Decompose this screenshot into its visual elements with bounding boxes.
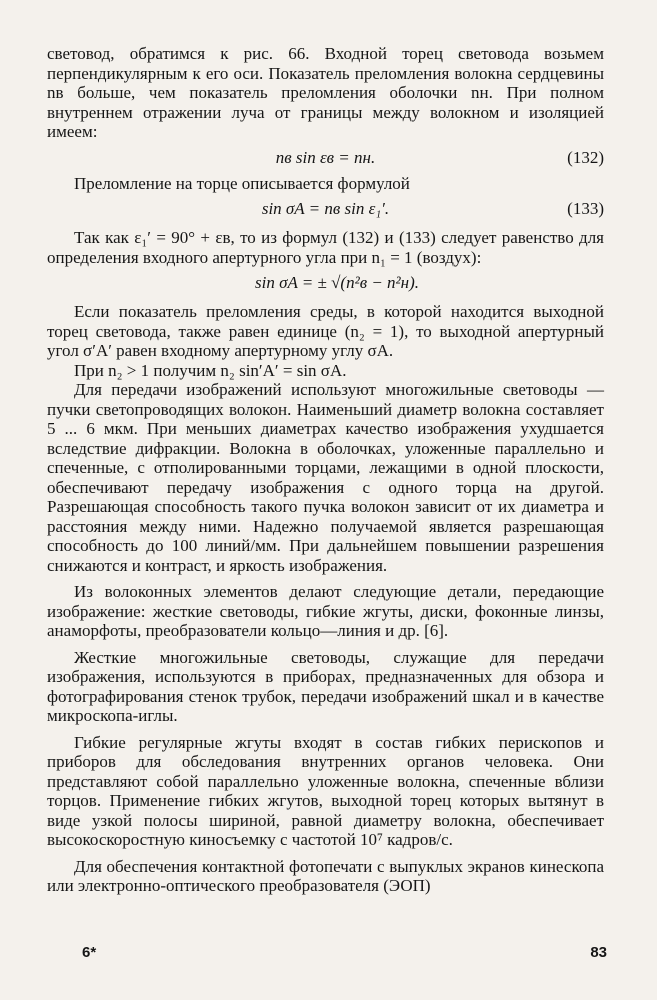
equation-formula: sin σA = ± √(n²в − n²н). — [255, 273, 419, 292]
equation-132 — [47, 146, 604, 170]
equation-aperture — [47, 271, 604, 295]
equation-formula: sin σA = nв sin ε₁′. — [261, 199, 390, 218]
paragraph: Гибкие регулярные жгуты входят в состав гибких перископов и приборов для обследования внутренних органов человека. Они представляют собой параллельно уложенные волокна, спеченные вблизи торцов. Применение гибких жгутов, выходной торец которых вытянут в виде узкой полосы шириной, равной диаметру волокна, обеспечивает высокоскоростную киносъемку с частотой 10⁷ кадров/с. — [47, 732, 604, 849]
equation-133 — [47, 197, 604, 221]
page-number: 83 — [590, 944, 607, 961]
paragraph: световод, обратимся к рис. 66. Входной торец световода возьмем перпендикулярным к его оси. Показатель преломления волокна сердцевины nв больше, чем показатель преломления оболочки nн. При полном внутреннем отражении луча от границы между волокном и изоляцией имеем: — [47, 44, 604, 141]
paragraph: Жесткие многожильные световоды, служащие для передачи изображения, используются в приборах, предназначенных для обзора и фотографирования стенок трубок, передачи изображений шкал и в качестве микроскопа-иглы. — [47, 647, 604, 725]
paragraph: Так как ε₁′ = 90° + εв, то из формул (132) и (133) следует равенство для определения входного апертурного угла при n₁ = 1 (воздух): — [47, 228, 604, 267]
equation-number: (132) — [567, 147, 604, 167]
equation-number: (133) — [567, 199, 604, 218]
paragraph: Преломление на торце описывается формулой — [74, 173, 410, 193]
paragraph: Из волоконных элементов делают следующие детали, передающие изображение: жесткие световоды, гибкие жгуты, диски, фоконные линзы, анаморфоты, преобразователи кольцо—линия и др. [6]. — [47, 582, 604, 640]
paragraph: Для обеспечения контактной фотопечати с выпуклых экранов кинескопа или электронно-оптического преобразователя (ЭОП) — [47, 856, 604, 895]
signature-mark: 6* — [82, 944, 97, 961]
paragraph: При n₂ > 1 получим n₂ sin′A′ = sin σA. — [74, 360, 347, 380]
equation-formula: nв sin εв = nн. — [275, 147, 376, 167]
page-footer — [82, 944, 607, 961]
paragraph: Для передачи изображений используют многожильные световоды — пучки светопроводящих волокон. Наименьший диаметр волокна составляет 5 ... 6 мкм. При меньших диаметрах качество изображения ухудшается вследствие дифракции. Волокна в оболочках, уложенные параллельно и спеченные, с отполированными торцами, лежащими в одной плоскости, обеспечивают передачу изображения с одного торца на другой. Разрешающая способность такого пучка волокон зависит от их диаметра и расстояния между ними. Надежно получаемой является разрешающая способность до 100 линий/мм. При дальнейшем повышении разрешения снижаются и контраст, и яркость изображения. — [47, 380, 604, 575]
paragraph: Если показатель преломления среды, в которой находится выходной торец световода, также равен единице (n₂ = 1), то выходной апертурный угол σ′A′ равен входному апертурному углу σA. — [47, 302, 604, 360]
page-body — [47, 44, 604, 896]
